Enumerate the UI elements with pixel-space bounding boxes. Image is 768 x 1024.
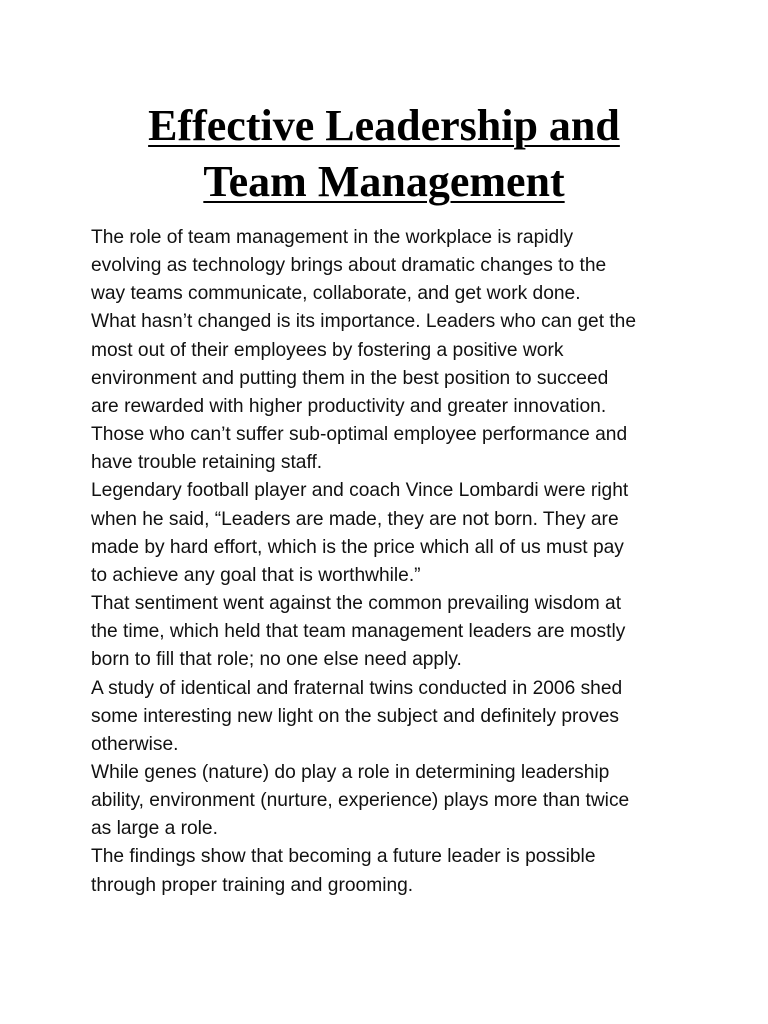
text-line: Legendary football player and coach Vince Lombardi were right: [91, 480, 629, 502]
text-line: when he said, “Leaders are made, they are not born. They are: [91, 508, 619, 530]
text-line: otherwise.: [91, 733, 179, 755]
text-line: made by hard effort, which is the price which all of us must pay: [91, 536, 624, 558]
text-line: evolving as technology brings about dramatic changes to the: [91, 255, 607, 277]
text-line: to achieve any goal that is worthwhile.”: [91, 564, 421, 586]
text-line: That sentiment went against the common prevailing wisdom at: [91, 593, 622, 615]
paragraph: [91, 590, 691, 674]
text-line: The role of team management in the workplace is rapidly: [91, 227, 574, 248]
text-line: A study of identical and fraternal twins conducted in 2006 shed: [91, 677, 623, 699]
title-line: Effective Leadership and: [148, 101, 620, 150]
text-line: the time, which held that team management leaders are mostly: [91, 621, 626, 643]
text-line: through proper training and grooming.: [91, 874, 414, 896]
text-line: Those who can’t suffer sub-optimal employee performance and: [91, 424, 628, 446]
text-line: born to fill that role; no one else need apply.: [91, 649, 462, 671]
document-body: [91, 224, 691, 900]
text-line: as large a role.: [91, 818, 218, 840]
paragraph: [91, 675, 691, 759]
text-line: ability, environment (nurture, experience) plays more than twice: [91, 790, 630, 812]
text-line: most out of their employees by fostering a positive work: [91, 339, 564, 361]
paragraph: [91, 308, 691, 477]
paragraph: [91, 224, 691, 308]
document-title: [40, 98, 728, 210]
title-line: Team Management: [203, 157, 565, 206]
text-line: environment and putting them in the best position to succeed: [91, 367, 609, 389]
text-line: The findings show that becoming a future leader is possible: [91, 846, 596, 868]
text-line: are rewarded with higher productivity and greater innovation.: [91, 395, 607, 417]
text-line: some interesting new light on the subject and definitely proves: [91, 705, 619, 727]
paragraph: [91, 759, 691, 843]
paragraph: [91, 477, 691, 590]
text-line: While genes (nature) do play a role in determining leadership: [91, 761, 610, 783]
paragraph: [91, 843, 691, 899]
text-line: way teams communicate, collaborate, and get work done.: [91, 283, 581, 305]
text-line: have trouble retaining staff.: [91, 452, 323, 474]
text-line: What hasn’t changed is its importance. Leaders who can get the: [91, 311, 637, 333]
